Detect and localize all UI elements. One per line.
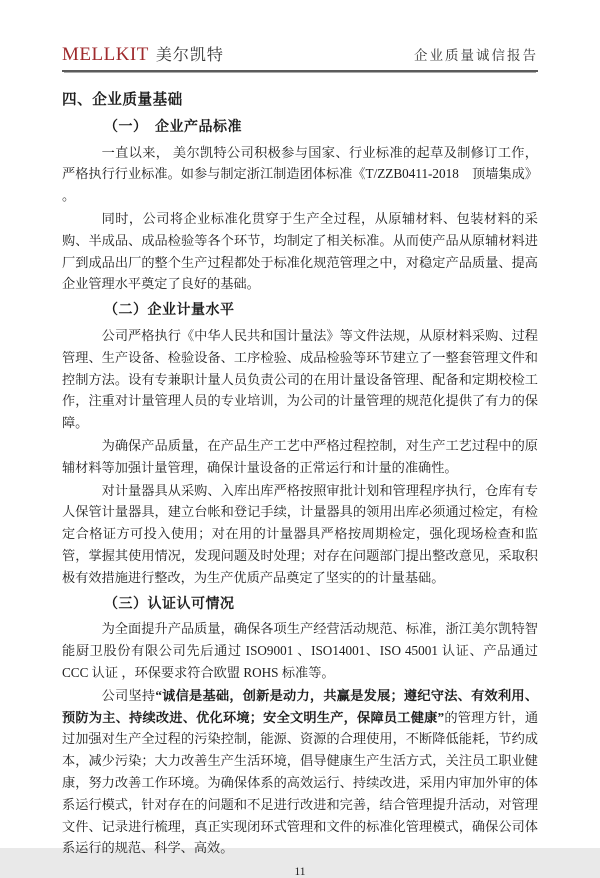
document-body bbox=[62, 90, 538, 859]
policy-suffix: 的管理方针，通过加强对生产全过程的污染控制，能源、资源的合理使用，不断降低能耗，节约成本，减少污染；大力改善生产生活环境，倡导健康生产生活方式，关注员工职业健康，努力改善工作环境。为确保体系的高效运行、持续改进，采用内审加外审的体系运行模式，针对存在的问题和不足进行改进和完善，结合管理提升活动，对管理文件、记录进行梳理，真正实现闭环式管理和文件的标准化管理模式，确保公司体系运行的规范、科学、高效。 bbox=[62, 709, 539, 856]
paragraph-product-standards-2: 同时，公司将企业标准化贯穿于生产全过程，从原辅材料、包装材料的采购、半成品、成品检验等各个环节，均制定了相关标准。从而使产品从原辅材料进厂到成品出厂的整个生产过程都处于标准化规范管理之中，对稳定产品质量、提高企业管理水平奠定了良好的基础。 bbox=[62, 210, 538, 292]
paragraph-product-standards-1: 一直以来， 美尔凯特公司积极参与国家、行业标准的起草及制修订工作，严格执行行业标准。如参与制定浙江制造团体标准《T/ZZB0411-2018 顶墙集成》 。 bbox=[62, 144, 538, 204]
header-doc-title: 企业质量诚信报告 bbox=[414, 48, 538, 63]
paragraph-policy bbox=[62, 685, 538, 859]
paragraph-metrology-2: 为确保产品质量，在产品生产工艺中严格过程控制，对生产工艺过程中的原辅材料等加强计量管理，确保计量设备的正常运行和计量的准确性。 bbox=[62, 437, 538, 475]
paragraph-metrology-1: 公司严格执行《中华人民共和国计量法》等文件法规，从原材料采购、过程管理、生产设备、检验设备、工序检验、成品检验等环节建立了一整套管理文件和控制方法。设有专兼职计量人员负责公司的在用计量设备管理、配备和定期校检工作，注重对计量管理人员的专业培训，为公司的计量管理的规范化提供了有力的保障。 bbox=[62, 327, 538, 431]
paragraph-certification-1: 为全面提升产品质量，确保各项生产经营活动规范、标准，浙江美尔凯特智能厨卫股份有限公司先后通过 ISO9001 、ISO14001、ISO 45001 认证、产品通过 CCC 认证 ，环保要求符合欧盟 ROHS 标准等。 bbox=[62, 621, 538, 680]
brand-logo bbox=[62, 42, 224, 66]
chapter-title: 四、企业质量基础 bbox=[62, 92, 183, 108]
section-heading-certification: （三）认证认可情况 bbox=[104, 596, 235, 612]
section-heading-product-standards: （一） 企业产品标准 bbox=[104, 119, 242, 135]
policy-quote: “诚信是基础，创新是动力，共赢是发展；遵纪守法、有效利用、预防为主、持续改进、优化环境；安全文明生产，保障员工健康” bbox=[62, 687, 539, 725]
policy-prefix: 公司坚持 bbox=[101, 687, 156, 703]
page-number: 11 bbox=[294, 866, 306, 878]
page-header bbox=[62, 42, 538, 72]
paragraph-metrology-3: 对计量器具从采购、入库出库严格按照审批计划和管理程序执行，仓库有专人保管计量器具，建立台帐和登记手续，计量器具的领用出库必须通过检定，有检定合格证方可投入使用；对在用的计量器具严格按周期检定，强化现场检查和监管，掌握其使用情况，发现问题及时处理；对存在问题部门提出整改意见，采取积极有效措施进行整改，为生产优质产品奠定了坚实的的计量基础。 bbox=[62, 482, 538, 585]
brand-name-en: MELLKIT bbox=[62, 44, 149, 65]
section-heading-metrology: （二）企业计量水平 bbox=[104, 303, 235, 319]
page-footer bbox=[62, 866, 538, 878]
brand-name-cn: 美尔凯特 bbox=[155, 47, 224, 64]
